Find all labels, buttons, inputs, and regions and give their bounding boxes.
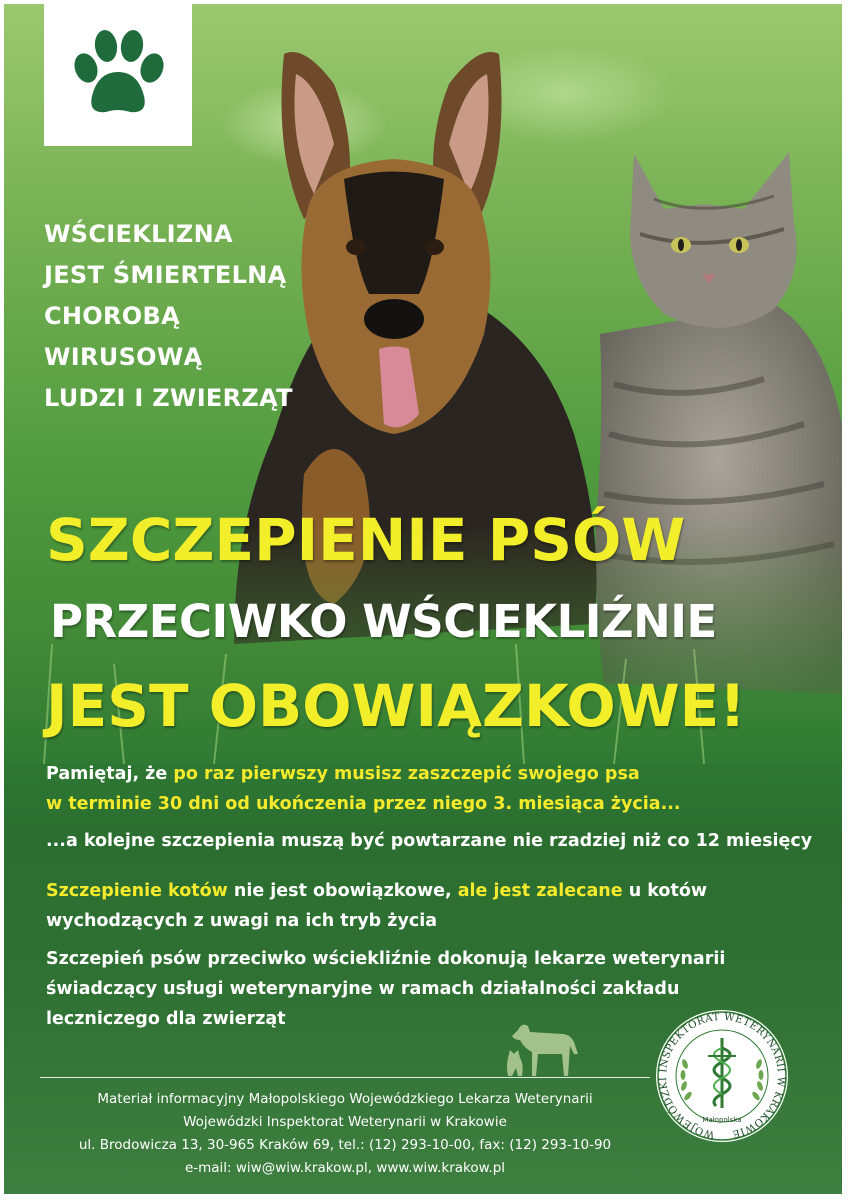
paragraph-highlight: w terminie 30 dni od ukończenia przez niego 3. miesiąca życia... [46, 794, 681, 814]
intro-line: CHOROBĄ [44, 302, 180, 330]
paragraph-text: wychodzących z uwagi na ich tryb życia [46, 911, 438, 931]
footer-divider [40, 1077, 650, 1078]
footer-line: e-mail: wiw@wiw.krakow.pl, www.wiw.krakow.pl [184, 1160, 506, 1176]
headline-line-3: JEST OBOWIĄZKOWE! [46, 672, 746, 740]
paragraph-line: leczniczego dla zwierząt [46, 1009, 286, 1029]
intro-line: WŚCIEKLIZNA [44, 220, 233, 248]
headline-line-1: SZCZEPIENIE PSÓW [46, 506, 686, 574]
veterinary-inspectorate-seal [654, 1004, 790, 1154]
dog-cat-silhouette-icon [504, 1018, 584, 1078]
paw-logo-box [44, 4, 192, 146]
paragraph-text: Pamiętaj, że [46, 764, 174, 784]
footer [40, 1088, 650, 1180]
intro-line: WIRUSOWĄ [44, 343, 203, 371]
footer-line: Wojewódzki Inspektorat Weterynarii w Krakowie [183, 1114, 507, 1130]
paragraph-line: Szczepień psów przeciwko wściekliźnie dokonują lekarze weterynarii [46, 949, 726, 969]
paragraph-first-vaccination [46, 759, 826, 819]
headline-line-2: PRZECIWKO WŚCIEKLIŹNIE [50, 595, 717, 648]
paragraph-text: nie jest obowiązkowe, [227, 881, 458, 901]
footer-line: ul. Brodowicza 13, 30-965 Kraków 69, tel.: (12) 293-10-00, fax: (12) 293-10-90 [78, 1137, 612, 1153]
intro-text [44, 214, 344, 419]
paragraph-highlight: Szczepienie kotów [46, 881, 228, 901]
intro-line: LUDZI I ZWIERZĄT [44, 384, 293, 412]
seal-ring-text: WOJEWÓDZKI INSPEKTORAT WETERYNARII W KRAKOWIE [658, 1011, 787, 1140]
paragraph-cats [46, 876, 826, 936]
paragraph-highlight: ale jest zalecane [457, 881, 623, 901]
poster [4, 4, 842, 1194]
intro-line: JEST ŚMIERTELNĄ [44, 261, 287, 289]
footer-line: Materiał informacyjny Małopolskiego Wojewódzkiego Lekarza Weterynarii [97, 1091, 593, 1107]
paragraph-highlight: po raz pierwszy musisz zaszczepić swojego psa [173, 764, 640, 784]
paw-icon [68, 26, 168, 126]
paragraph-repeat-vaccination: ...a kolejne szczepienia muszą być powtarzane nie rzadziej niż co 12 miesięcy [46, 831, 813, 851]
paragraph-line: świadczący usługi weterynaryjne w ramach działalności zakładu [46, 979, 680, 999]
seal-region: Małopolska [702, 1116, 742, 1124]
paragraph-text: u kotów [622, 881, 708, 901]
